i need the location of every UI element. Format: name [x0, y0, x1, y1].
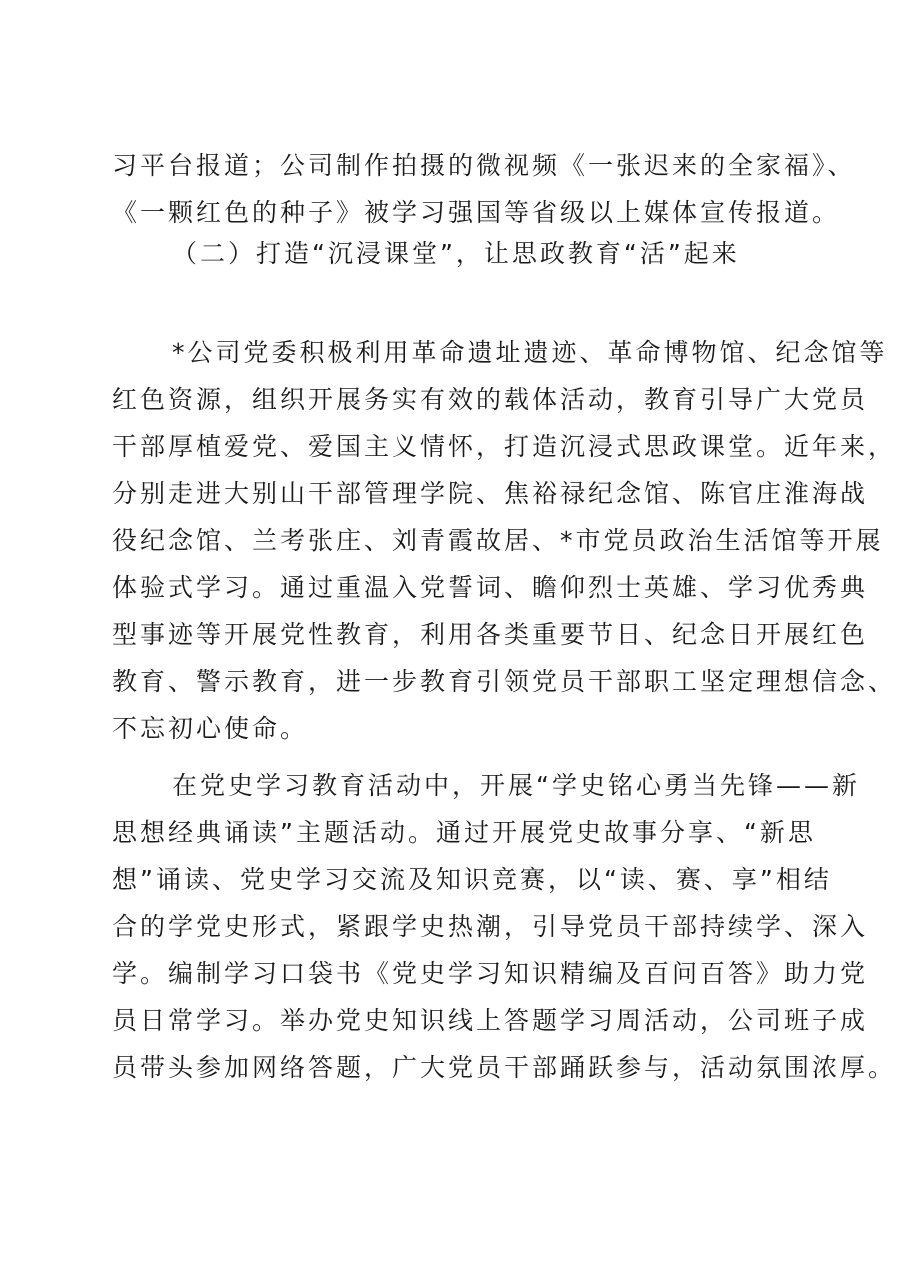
- text-line: 习平台报道；公司制作拍摄的微视频《一张迟来的全家福》、: [112, 151, 856, 180]
- text-line: *公司党委积极利用革命遗址遗迹、革命博物馆、纪念馆等: [172, 338, 888, 367]
- paragraph-immersive-classroom: [112, 329, 897, 752]
- text-line: 型事迹等开展党性教育，利用各类重要节日、纪念日开展红色: [112, 620, 869, 649]
- paragraph-continuation: [112, 142, 856, 236]
- section-heading: （二）打造“沉浸课堂”，让思政教育“活”起来: [172, 239, 740, 268]
- text-line: 分别走进大别山干部管理学院、焦裕禄纪念馆、陈官庄淮海战: [112, 479, 869, 508]
- text-line: 干部厚植爱党、爱国主义情怀，打造沉浸式思政课堂。近年来，: [112, 432, 897, 461]
- text-line: 学。编制学习口袋书《党史学习知识精编及百问百答》助力党: [112, 959, 869, 988]
- text-line: 红色资源，组织开展务实有效的载体活动，教育引导广大党员: [112, 385, 869, 414]
- text-line: 员日常学习。举办党史知识线上答题学习周活动，公司班子成: [112, 1006, 869, 1035]
- text-line: 《一颗红色的种子》被学习强国等省级以上媒体宣传报道。: [112, 198, 841, 227]
- text-line: 在党史学习教育活动中，开展“学史铭心勇当先锋——新: [172, 771, 860, 800]
- text-line: 合的学党史形式，紧跟学史热潮，引导党员干部持续学、深入: [112, 912, 869, 941]
- text-line: 思想经典诵读”主题活动。通过开展党史故事分享、“新思: [112, 818, 816, 847]
- text-line: 想”诵读、党史学习交流及知识竞赛，以“读、赛、享”相结: [112, 865, 832, 894]
- paragraph-party-history-study: [112, 762, 897, 1091]
- text-line: 役纪念馆、兰考张庄、刘青霞故居、*市党员政治生活馆等开展: [112, 526, 884, 555]
- section-heading-block: [112, 230, 832, 277]
- text-line: 体验式学习。通过重温入党誓词、瞻仰烈士英雄、学习优秀典: [112, 573, 869, 602]
- text-line: 不忘初心使命。: [112, 714, 309, 743]
- text-line: 员带头参加网络答题，广大党员干部踊跃参与，活动氛围浓厚。: [112, 1053, 897, 1082]
- text-line: 教育、警示教育，进一步教育引领党员干部职工坚定理想信念、: [112, 667, 897, 696]
